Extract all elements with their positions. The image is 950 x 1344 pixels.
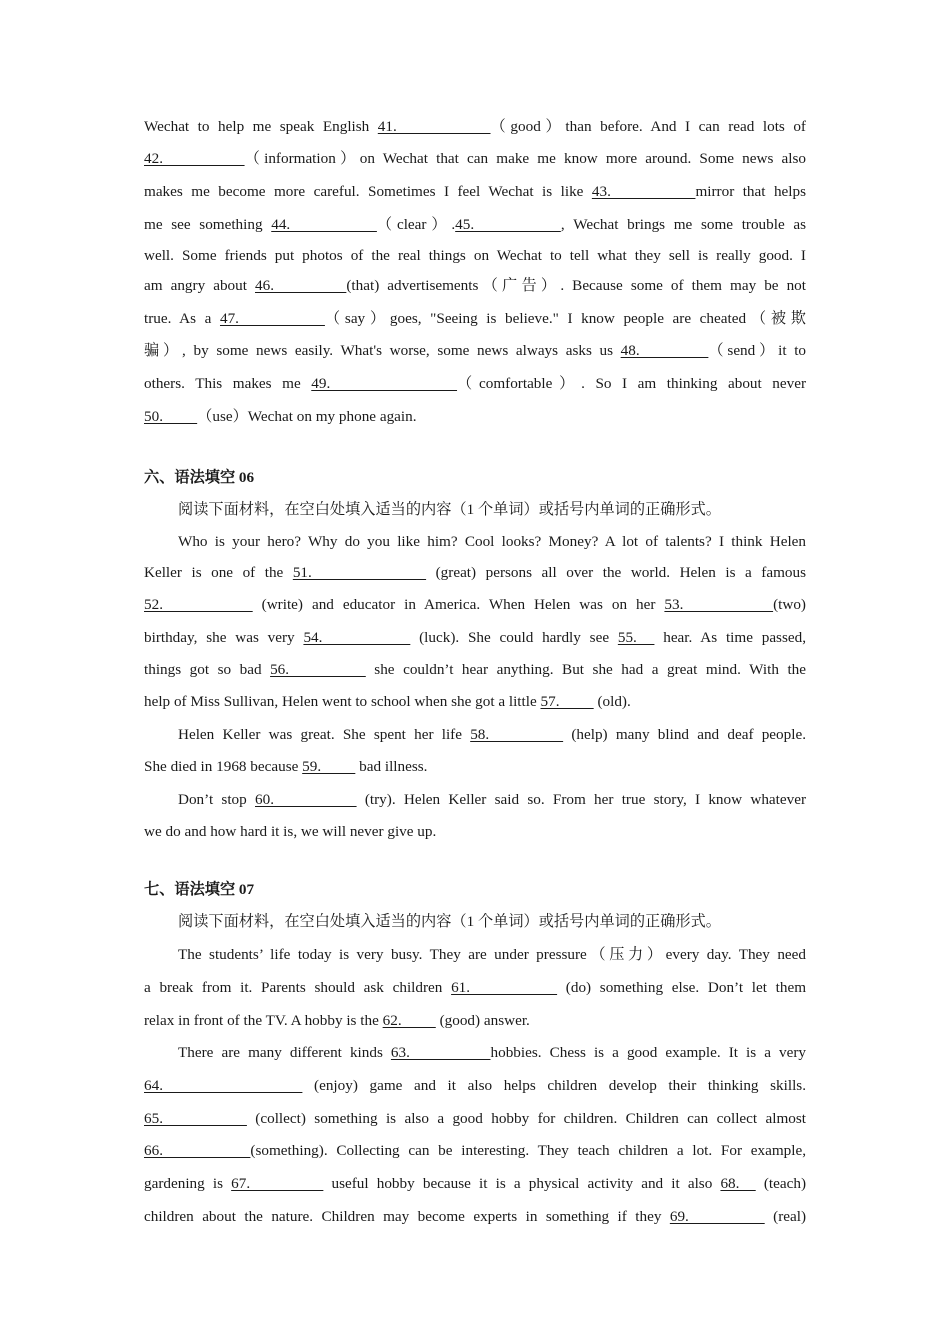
answer-blank: 51. — [292, 564, 427, 581]
text-run: (luck). She could hardly see — [410, 629, 618, 646]
answer-blank: 54. — [303, 629, 411, 646]
p1-line-9 — [144, 374, 806, 394]
text-run: (try). Helen Keller said so. From her true story, I know whatever — [356, 791, 807, 808]
answer-blank: 66. — [144, 1142, 251, 1159]
answer-blank: 69. — [669, 1208, 765, 1225]
text-run: The students’ life today is very busy. They are under pressure（压力）every day. They need — [178, 946, 806, 963]
text-run: gardening is — [144, 1175, 232, 1192]
s6-line-10 — [144, 790, 806, 810]
s7-line-1 — [144, 912, 806, 932]
text-run: （information）on Wechat that can make me know more around. Some news also — [244, 150, 807, 167]
text-run: , Wechat brings me some trouble as — [560, 216, 807, 233]
s6-line-6 — [144, 660, 806, 680]
text-run: she couldn’t hear anything. But she had a great mind. With the — [365, 661, 806, 678]
s6-line-2 — [144, 532, 806, 552]
text-run: (enjoy) game and it also helps children develop their thinking skills. — [302, 1077, 807, 1094]
text-run: (real) — [764, 1208, 807, 1225]
text-run: bad illness. — [355, 758, 428, 775]
s6-line-1 — [144, 500, 806, 520]
p1-line-5 — [144, 246, 806, 266]
text-run: Don’t stop — [178, 791, 255, 808]
answer-blank: 57. — [540, 693, 594, 710]
text-run: (that) advertisements（广告）. Because some of them may be not — [346, 277, 806, 294]
s6-line-5 — [144, 628, 806, 648]
text-run: Who is your hero? Why do you like him? Cool looks? Money? A lot of talents? I think Helen — [178, 533, 806, 550]
text-run: 阅读下面材料，在空白处填入适当的内容（1 个单词）或括号内单词的正确形式。 — [178, 913, 721, 930]
answer-blank: 50. — [144, 408, 198, 425]
text-run: （say）goes, "Seeing is believe." I know people are cheated（被欺 — [324, 310, 806, 327]
answer-blank: 59. — [302, 758, 356, 775]
s6-line-9 — [144, 757, 806, 777]
answer-blank: 58. — [470, 726, 564, 743]
text-run: (old). — [593, 693, 631, 710]
s6-line-7 — [144, 692, 806, 712]
text-run: （use）Wechat on my phone again. — [197, 408, 417, 425]
answer-blank: 48. — [620, 342, 709, 359]
section-6-heading: 六、语法填空 06 — [144, 469, 255, 486]
text-run: children about the nature. Children may become experts in something if they — [144, 1208, 670, 1225]
answer-blank: 52. — [144, 596, 253, 613]
s7-line-9 — [144, 1174, 806, 1194]
text-run: There are many different kinds — [178, 1044, 391, 1061]
text-run: Helen Keller was great. She spent her life — [178, 726, 471, 743]
text-run: we do and how hard it is, we will never give up. — [144, 823, 437, 840]
answer-blank: 64. — [144, 1077, 303, 1094]
text-run: me see something — [144, 216, 272, 233]
p1-line-3 — [144, 182, 806, 202]
p1-line-4 — [144, 215, 806, 235]
text-run: true. As a — [144, 310, 220, 327]
text-run: (help) many blind and deaf people. — [563, 726, 806, 743]
p1-line-8 — [144, 341, 806, 361]
answer-blank: 41. — [377, 118, 491, 135]
s7-line-7 — [144, 1109, 806, 1129]
answer-blank: 56. — [270, 661, 366, 678]
text-run: 阅读下面材料，在空白处填入适当的内容（1 个单词）或括号内单词的正确形式。 — [178, 501, 721, 518]
text-run: hear. As time passed, — [654, 629, 807, 646]
text-run: makes me become more careful. Sometimes I feel Wechat is like — [144, 183, 592, 200]
text-run: (two) — [773, 596, 806, 613]
answer-blank: 55. — [617, 629, 655, 646]
text-run: others. This makes me — [144, 375, 312, 392]
text-run: (write) and educator in America. When Helen was on her — [252, 596, 665, 613]
text-run: am angry about — [144, 277, 255, 294]
text-run: (something). Collecting can be interesting. They teach children a lot. For example, — [250, 1142, 807, 1159]
text-run: She died in 1968 because — [144, 758, 303, 775]
text-run: (collect) something is also a good hobby for children. Children can collect almost — [246, 1110, 807, 1127]
text-run: Keller is one of the — [144, 564, 293, 581]
answer-blank: 68. — [720, 1175, 756, 1192]
answer-blank: 47. — [219, 310, 325, 327]
answer-blank: 43. — [591, 183, 696, 200]
text-run: (do) something else. Don’t let them — [557, 979, 807, 996]
text-run: well. Some friends put photos of the real things on Wechat to tell what they sell is really good. I — [144, 247, 806, 264]
text-run: （clear）. — [376, 216, 456, 233]
text-run: a break from it. Parents should ask children — [144, 979, 452, 996]
text-run: mirror that helps — [695, 183, 807, 200]
s7-line-10 — [144, 1207, 806, 1227]
s6-line-8 — [144, 725, 806, 745]
s7-line-2 — [144, 945, 806, 965]
text-run: (great) persons all over the world. Helen is a famous — [426, 564, 806, 581]
text-run: birthday, she was very — [144, 629, 304, 646]
p1-line-7 — [144, 309, 806, 329]
answer-blank: 60. — [255, 791, 357, 808]
answer-blank: 49. — [311, 375, 458, 392]
p1-line-10 — [144, 407, 806, 427]
p1-line-2 — [144, 149, 806, 169]
text-run: things got so bad — [144, 661, 271, 678]
text-run: （send）it to — [708, 342, 807, 359]
section-7-heading: 七、语法填空 07 — [144, 881, 255, 898]
answer-blank: 62. — [382, 1012, 436, 1029]
answer-blank: 61. — [451, 979, 558, 996]
p1-line-1 — [144, 117, 806, 137]
answer-blank: 53. — [664, 596, 774, 613]
s6-line-3 — [144, 563, 806, 583]
answer-blank: 42. — [144, 150, 245, 167]
s6-line-4 — [144, 595, 806, 615]
s6-line-11 — [144, 822, 806, 842]
text-run: useful hobby because it is a physical activity and it also — [323, 1175, 721, 1192]
text-run: (teach) — [755, 1175, 807, 1192]
answer-blank: 44. — [271, 216, 377, 233]
text-run: （good）than before. And I can read lots of — [490, 118, 806, 135]
text-run: relax in front of the TV. A hobby is the — [144, 1012, 383, 1029]
s7-line-4 — [144, 1011, 806, 1031]
text-run: (good) answer. — [435, 1012, 530, 1029]
text-run: Wechat to help me speak English — [144, 118, 378, 135]
answer-blank: 45. — [455, 216, 561, 233]
text-run: help of Miss Sullivan, Helen went to school when she got a little — [144, 693, 541, 710]
answer-blank: 46. — [255, 277, 347, 294]
text-run: （comfortable）. So I am thinking about never — [457, 375, 807, 392]
s7-line-5 — [144, 1043, 806, 1063]
s7-line-3 — [144, 978, 806, 998]
text-run: hobbies. Chess is a good example. It is a very — [490, 1044, 807, 1061]
answer-blank: 63. — [390, 1044, 491, 1061]
answer-blank: 67. — [231, 1175, 324, 1192]
s7-line-6 — [144, 1076, 806, 1096]
text-run: 骗）, by some news easily. What's worse, some news always asks us — [144, 342, 621, 359]
p1-line-6 — [144, 276, 806, 296]
s7-line-8 — [144, 1141, 806, 1161]
answer-blank: 65. — [144, 1110, 247, 1127]
